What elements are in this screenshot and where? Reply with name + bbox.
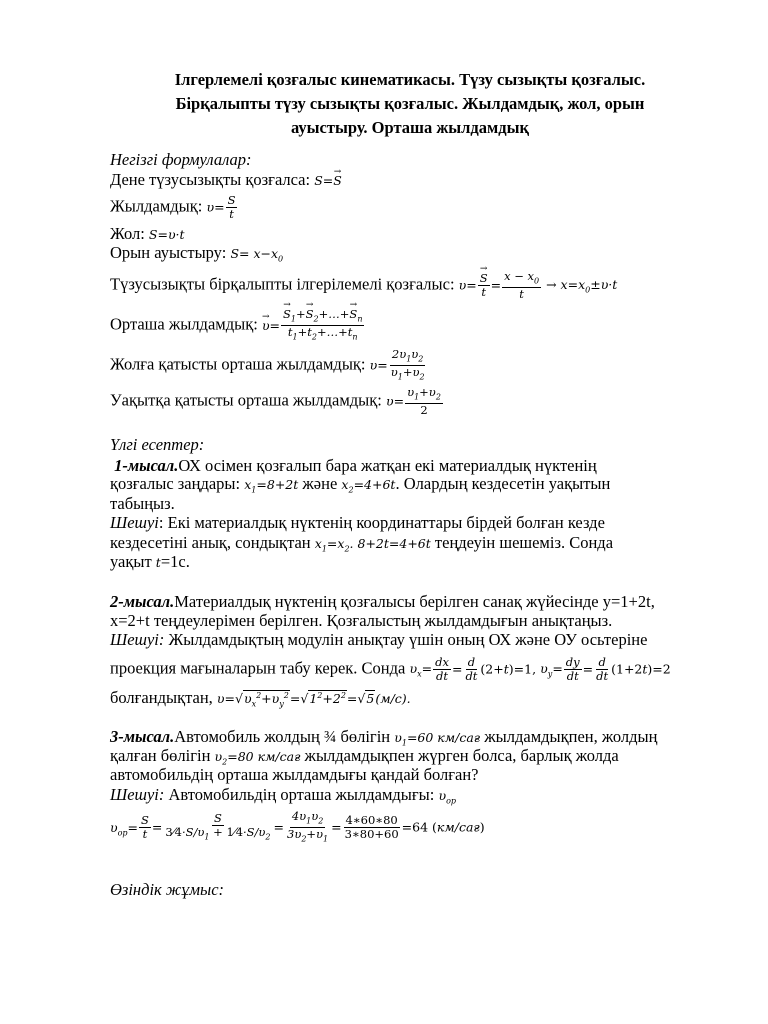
ex3-v2: $\upsilon_2=80$ км/сағ bbox=[214, 749, 301, 767]
formula-time-average-label: Уақытқа қатысты орташа жылдамдық: bbox=[110, 390, 382, 410]
title-line-3: ауыстыру. Орташа жылдамдық bbox=[291, 118, 529, 137]
ex1-solution-1 bbox=[110, 513, 605, 533]
equals-sign: = bbox=[331, 819, 342, 835]
ex2-vy: $\upsilon_y=$ bbox=[540, 661, 563, 679]
formula-speed-label: Жылдамдық: bbox=[110, 196, 203, 216]
ex1-sol-e: =1с. bbox=[160, 552, 190, 571]
equals-sign: = bbox=[151, 819, 163, 835]
fraction: $\frac{d}{dt}$ bbox=[596, 655, 609, 683]
fraction: $\frac{4∗60∗80}{3∗80+60}$ bbox=[344, 813, 399, 842]
formula-path bbox=[110, 224, 185, 245]
fraction: $\frac{\upsilon_1+\upsilon_2}{2}$ bbox=[407, 385, 441, 418]
ex3-text-a: Автомобиль жолдың ¾ бөлігін bbox=[174, 727, 391, 746]
formula-time-average bbox=[110, 386, 444, 417]
ex3-label: 3-мысал. bbox=[110, 727, 175, 746]
formula-displacement bbox=[110, 243, 283, 270]
ex1-text-d: табыңыз. bbox=[110, 494, 175, 513]
ex3-solution-1 bbox=[110, 785, 456, 812]
ex2-vy-result: (1+2t)=2 bbox=[611, 661, 671, 677]
fraction: $\frac{S}{3⁄4\cdot S/\upsilon_1 + 1⁄4\cdot S/\upsilon_2}$ bbox=[165, 811, 271, 842]
ex1-eq-x2: $x_2=4+6t$ bbox=[341, 477, 396, 495]
ex1-text-b: қозғалыс заңдары: bbox=[110, 474, 241, 493]
formula-body bbox=[110, 170, 342, 191]
formula-uniform-label: Түзусызықты бірқалыпты ілгерілемелі қозғалыс: bbox=[110, 274, 455, 294]
ex2-sol-c: болғандықтан, bbox=[110, 688, 213, 708]
ex1-sol-t: t bbox=[155, 555, 161, 570]
ex3-v1: $\upsilon_1=60$ км/сағ bbox=[394, 730, 481, 748]
document-title bbox=[110, 68, 710, 140]
ex2-text-b: x=2+t теңдеулерімен берілген. Қозғалыстың жылдамдығын анықтаңыз. bbox=[110, 611, 613, 630]
ex1-sol-eq: $x_1=x_2$. 8+2t=4+6t bbox=[314, 536, 431, 554]
fraction: $\frac{d}{dt}$ bbox=[465, 655, 478, 683]
ex3-solution-label: Шешуі: bbox=[110, 785, 165, 804]
ex1-eq-x1: $x_1=8+2t$ bbox=[244, 477, 299, 495]
formula-time-average-v: υ= bbox=[386, 393, 405, 409]
ex1-text-c: . Олардың кездесетін уақытын bbox=[395, 474, 611, 493]
self-work-heading: Өзіндік жұмыс: bbox=[110, 880, 225, 899]
ex1-solution-label: Шешуі bbox=[110, 513, 159, 532]
ex3-text-e: автомобильдің орташа жылдамдығы қандай болған? bbox=[110, 765, 479, 784]
formula-path-average-v: υ= bbox=[369, 357, 388, 373]
ex1-sol-c: теңдеуін шешеміз. Сонда bbox=[434, 533, 614, 552]
ex3-text-d: жылдамдықпен жүрген болса, барлық жолда bbox=[304, 746, 619, 765]
formula-displacement-expr: $S= x-x_0$ bbox=[230, 246, 284, 264]
formula-uniform bbox=[110, 270, 617, 301]
ex2-label: 2-мысал. bbox=[110, 592, 175, 611]
ex1-sol-d: уақыт bbox=[110, 552, 152, 571]
formula-path-average-label: Жолға қатысты орташа жылдамдық: bbox=[110, 354, 366, 374]
fraction: $\frac{S}{t}$ bbox=[141, 813, 149, 842]
ex3-vop: $\upsilon_{ор}$ bbox=[438, 788, 456, 806]
ex1-label: 1-мысал. bbox=[114, 456, 179, 475]
ex3-text-c: қалған бөлігін bbox=[110, 746, 211, 765]
title-line-2: Бірқалыпты түзу сызықты қозғалыс. Жылдамдық, жол, орын bbox=[175, 94, 645, 113]
ex1-and: және bbox=[302, 474, 338, 493]
fraction: $\frac{2\upsilon_1\upsilon_2}{\upsilon_1+\upsilon_2}$ bbox=[390, 347, 425, 382]
fraction: $\frac{S}{t}$ bbox=[227, 193, 236, 221]
ex2-vx-result: (2+t)=1, bbox=[480, 661, 537, 677]
formula-average-v: → υ= bbox=[262, 318, 280, 333]
formula-body-label: Дене түзусызықты қозғалса: bbox=[110, 170, 311, 189]
ex2-sol-b: проекция мағыналарын табу керек. Сонда bbox=[110, 658, 406, 678]
equals-sign: = bbox=[451, 661, 463, 677]
ex3-result: =64 (км/сағ) bbox=[401, 819, 485, 835]
formula-speed bbox=[110, 194, 238, 221]
title-line-1: Ілгерлемелі қозғалыс кинематикасы. Түзу сызықты қозғалыс. bbox=[174, 70, 646, 89]
formula-average bbox=[110, 308, 365, 344]
formula-speed-expr: υ= bbox=[206, 199, 225, 215]
fraction: → $\frac{S}{t}$ bbox=[478, 272, 490, 299]
ex1-line-1 bbox=[110, 456, 597, 476]
ex1-sol-b: кездесетіні анық, сондықтан bbox=[110, 533, 311, 552]
equals-sign: = bbox=[582, 661, 594, 677]
formula-average-label: Орташа жылдамдық: bbox=[110, 314, 258, 334]
ex1-text-a: ОХ осімен қозғалып бара жатқан екі материалдық нүктенің bbox=[178, 456, 597, 475]
ex1-line-2 bbox=[110, 474, 610, 501]
ex3-formula-start: $\upsilon_{ор}=$ bbox=[110, 819, 139, 838]
formula-path-average bbox=[110, 348, 428, 384]
ex2-v-result: $\upsilon=√\upsilon_x^2+\upsilon_y^2=√1^2+2^2=√5(м/с)$. bbox=[216, 691, 411, 709]
fraction: $\frac{x - x_0}{t}$ bbox=[504, 269, 540, 302]
formula-path-expr: S=υ·t bbox=[148, 227, 185, 242]
ex3-text-b: жылдамдықпен, жолдың bbox=[484, 727, 658, 746]
ex2-solution-2 bbox=[110, 656, 671, 685]
fraction: $\frac{4\upsilon_1\upsilon_2}{3\upsilon_2+\upsilon_1}$ bbox=[287, 809, 329, 844]
ex1-sol-a: : Екі материалдық нүктенің координаттары бірдей болған кезде bbox=[158, 513, 605, 532]
examples-heading: Үлгі есептер: bbox=[110, 435, 205, 454]
ex2-solution-label: Шешуі: bbox=[110, 630, 165, 649]
fraction: $\frac{dy}{dt}$ bbox=[565, 655, 580, 683]
equals-sign: = bbox=[490, 277, 502, 293]
ex2-text-a: Материалдық нүктенің қозғалысы берілген санақ жүйесінде y=1+2t, bbox=[174, 592, 655, 611]
fraction: → $\frac{S_1+\to S_2+\dots+\to S_n}{t_1+t_2+\dots+t_n}$ bbox=[281, 308, 364, 344]
formula-path-label: Жол: bbox=[110, 224, 145, 243]
formula-uniform-v: υ= bbox=[458, 277, 477, 293]
ex2-line-1 bbox=[110, 592, 655, 612]
formula-uniform-result: → $x=x_0\pm\upsilon\cdot t$ bbox=[542, 277, 618, 295]
fraction: $\frac{dx}{dt}$ bbox=[435, 655, 449, 683]
formula-displacement-label: Орын ауыстыру: bbox=[110, 243, 227, 262]
ex3-sol-a: Автомобильдің орташа жылдамдығы: bbox=[164, 785, 435, 804]
ex2-solution-1 bbox=[110, 630, 647, 650]
ex2-sol-a: Жылдамдықтың модулін анықтау үшін оның ОХ және ОУ осьтеріне bbox=[164, 630, 648, 649]
ex2-vx: $\upsilon_x=$ bbox=[409, 661, 433, 679]
ex1-solution-3 bbox=[110, 552, 190, 573]
ex3-solution-formula bbox=[110, 810, 485, 846]
ex2-solution-3 bbox=[110, 686, 411, 715]
formula-body-expr: S=→ S bbox=[314, 173, 342, 188]
equals-sign: = bbox=[273, 819, 284, 835]
formulas-heading: Негізгі формулалар: bbox=[110, 150, 252, 169]
